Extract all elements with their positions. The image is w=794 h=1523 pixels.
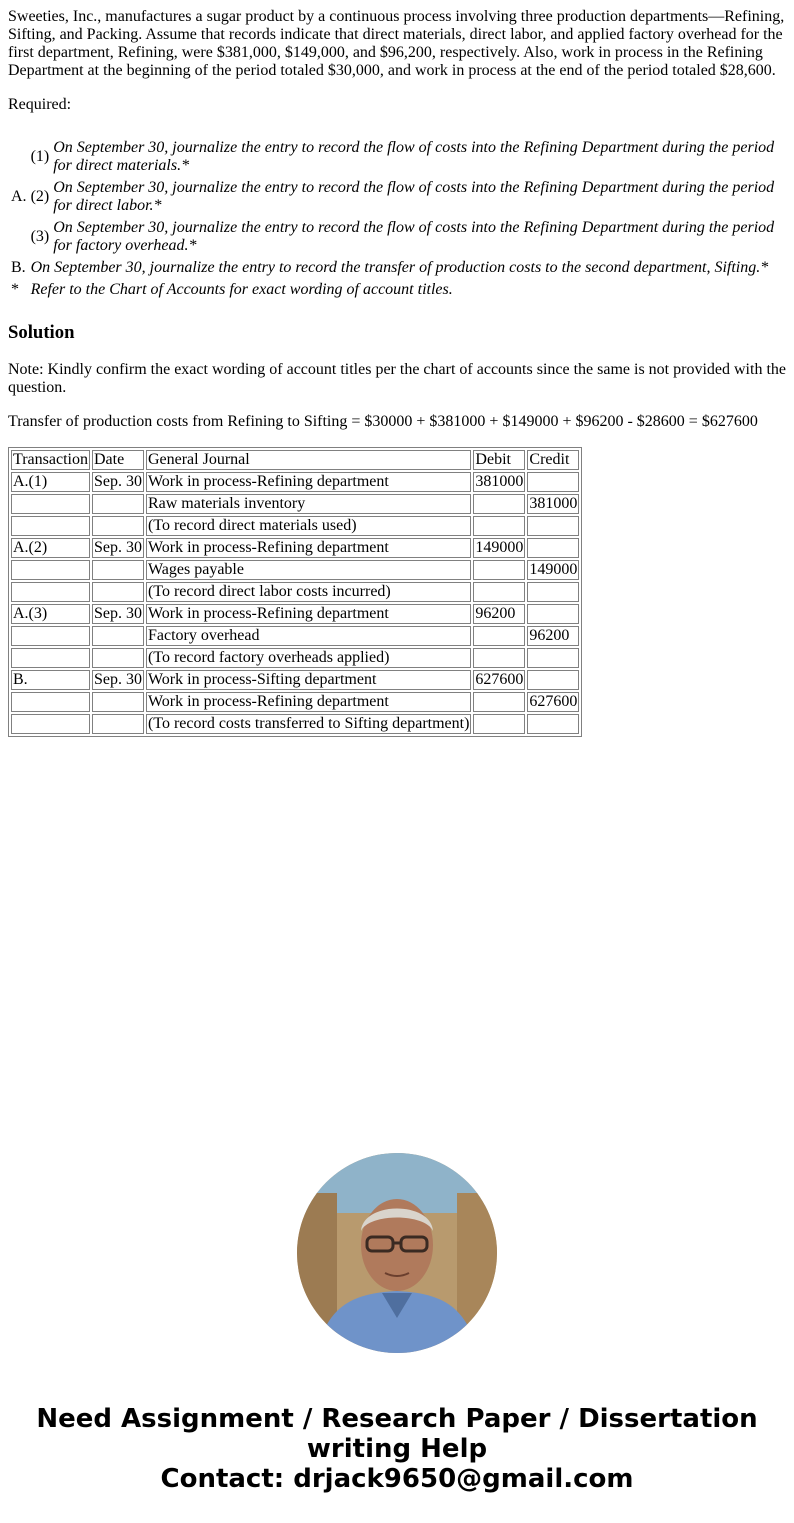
cell-credit xyxy=(527,472,579,492)
cell-account: Raw materials inventory xyxy=(146,494,471,514)
cell-transaction xyxy=(11,494,90,514)
table-row xyxy=(11,714,579,734)
table-row xyxy=(11,582,579,602)
cell-debit: 96200 xyxy=(473,604,525,624)
cell-date xyxy=(92,714,144,734)
table-row xyxy=(11,560,579,580)
item-text: On September 30, journalize the entry to record the flow of costs into the Refining Department during the period for direct labor.* xyxy=(53,179,775,214)
cell-transaction xyxy=(11,560,90,580)
cell-debit xyxy=(473,582,525,602)
cell-date xyxy=(92,648,144,668)
header-debit: Debit xyxy=(473,450,525,470)
table-row xyxy=(11,692,579,712)
cell-transaction xyxy=(11,714,90,734)
cell-credit xyxy=(527,604,579,624)
promo-contact: Contact: drjack9650@gmail.com xyxy=(160,1464,634,1494)
cell-credit: 149000 xyxy=(529,561,578,578)
document xyxy=(8,0,788,737)
cell-credit xyxy=(527,582,579,602)
cell-debit xyxy=(473,560,525,580)
cell-transaction xyxy=(11,648,90,668)
avatar-photo-icon xyxy=(297,1153,497,1353)
cell-debit xyxy=(473,516,525,536)
part-b-label: B. xyxy=(11,259,26,276)
header-credit: Credit xyxy=(527,450,579,470)
requirements-table xyxy=(8,136,788,302)
item-number: (3) xyxy=(30,228,50,245)
item-text: On September 30, journalize the entry to record the flow of costs into the Refining Department during the period for factory overhead.* xyxy=(53,219,775,254)
question-intro: Sweeties, Inc., manufactures a sugar product by a continuous process involving three production departments—Refining, Sifting, and Packing. Assume that records indicate that direct materials, direct labor, and applied factory overhead for the first department, Refining, were $381,000, $149,000, and $96,200, respectively. Also, work in process in the Refining Department at the beginning of the period totaled $30,000, and work in process at the end of the period totaled $28,600. xyxy=(8,8,785,79)
cell-date xyxy=(92,582,144,602)
cell-date xyxy=(92,560,144,580)
header-general-journal: General Journal xyxy=(146,450,471,470)
promo-banner xyxy=(0,1404,794,1494)
cell-debit: 149000 xyxy=(475,539,524,556)
cell-account: (To record factory overheads applied) xyxy=(146,648,471,668)
header-transaction: Transaction xyxy=(13,451,88,468)
solution-note: Note: Kindly confirm the exact wording of account titles per the chart of accounts since the same is not provided with the question. xyxy=(8,361,786,396)
item-text: On September 30, journalize the entry to record the flow of costs into the Refining Department during the period for direct materials.* xyxy=(53,139,775,174)
cell-debit: 381000 xyxy=(475,473,524,490)
cell-debit xyxy=(473,714,525,734)
table-row xyxy=(11,670,579,690)
part-a-label: A. xyxy=(11,188,27,205)
cell-transaction xyxy=(11,582,90,602)
journal-header-row xyxy=(11,450,579,470)
cell-account: Work in process-Refining department xyxy=(146,472,471,492)
cell-transaction: B. xyxy=(11,670,90,690)
cell-credit: 627600 xyxy=(529,693,578,710)
cell-transaction xyxy=(11,516,90,536)
cell-account: Factory overhead xyxy=(146,626,471,646)
table-row xyxy=(11,494,579,514)
cell-date xyxy=(92,626,144,646)
author-avatar xyxy=(297,1153,497,1353)
cell-account: Work in process-Refining department xyxy=(146,692,471,712)
part-b-text: On September 30, journalize the entry to record the transfer of production costs to the second department, Sifting.* xyxy=(30,259,769,276)
transfer-calculation: Transfer of production costs from Refining to Sifting = $30000 + $381000 + $149000 + $96200 - $28600 = $627600 xyxy=(8,413,758,430)
footnote-mark: * xyxy=(11,281,19,298)
table-row xyxy=(11,604,579,624)
cell-transaction: A.(2) xyxy=(11,538,90,558)
item-number: (1) xyxy=(30,148,50,165)
cell-debit xyxy=(473,648,525,668)
cell-account: Work in process-Refining department xyxy=(146,538,471,558)
cell-debit xyxy=(473,494,525,514)
cell-credit xyxy=(527,538,579,558)
cell-date xyxy=(92,516,144,536)
table-row xyxy=(11,648,579,668)
solution-heading: Solution xyxy=(8,322,75,343)
cell-date: Sep. 30 xyxy=(93,473,142,490)
cell-account: Wages payable xyxy=(146,560,471,580)
cell-date: Sep. 30 xyxy=(93,605,142,622)
table-row xyxy=(11,626,579,646)
required-label: Required: xyxy=(8,96,72,113)
journal-table xyxy=(8,447,582,737)
cell-credit: 381000 xyxy=(529,495,578,512)
promo-line-1: Need Assignment / Research Paper / Dissertation xyxy=(36,1404,758,1434)
cell-date xyxy=(92,692,144,712)
cell-credit xyxy=(527,670,579,690)
table-row xyxy=(11,516,579,536)
cell-transaction xyxy=(11,626,90,646)
cell-transaction: A.(1) xyxy=(11,472,90,492)
cell-transaction xyxy=(11,692,90,712)
cell-date: Sep. 30 xyxy=(93,671,142,688)
cell-credit xyxy=(527,714,579,734)
cell-account: Work in process-Sifting department xyxy=(146,670,471,690)
cell-account: (To record direct labor costs incurred) xyxy=(146,582,471,602)
cell-credit xyxy=(527,516,579,536)
cell-date: Sep. 30 xyxy=(93,539,142,556)
cell-credit: 96200 xyxy=(527,626,579,646)
footnote-text: Refer to the Chart of Accounts for exact wording of account titles. xyxy=(30,281,453,298)
cell-credit xyxy=(527,648,579,668)
promo-line-2: writing Help xyxy=(306,1434,488,1464)
cell-debit xyxy=(473,626,525,646)
header-date: Date xyxy=(92,450,144,470)
cell-account: Work in process-Refining department xyxy=(146,604,471,624)
cell-date xyxy=(92,494,144,514)
cell-account: (To record direct materials used) xyxy=(146,516,471,536)
table-row xyxy=(11,472,579,492)
cell-account: (To record costs transferred to Sifting department) xyxy=(147,715,470,732)
table-row xyxy=(11,538,579,558)
cell-transaction: A.(3) xyxy=(11,604,90,624)
cell-debit xyxy=(473,692,525,712)
item-number: (2) xyxy=(30,188,50,205)
cell-debit: 627600 xyxy=(475,671,524,688)
